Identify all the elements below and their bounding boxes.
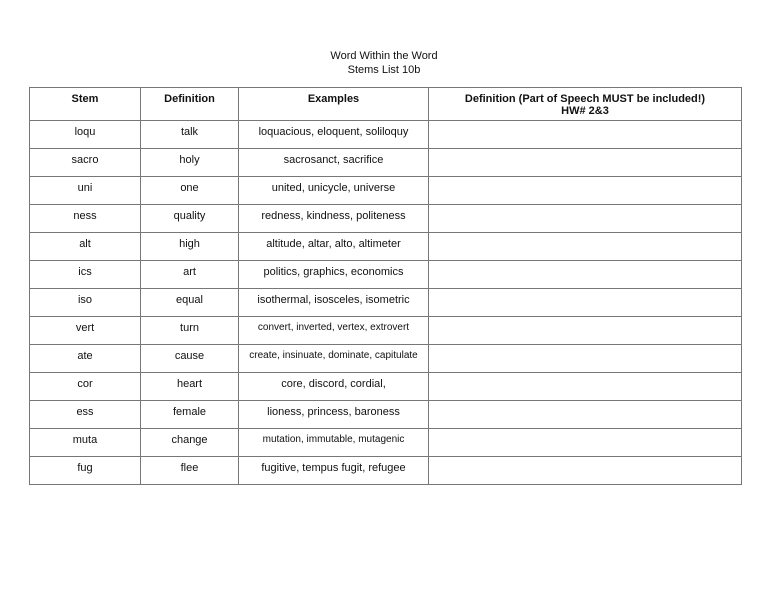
examples-cell: create, insinuate, dominate, capitulate: [239, 345, 429, 373]
stem-cell: fug: [30, 457, 141, 485]
definition-cell: talk: [141, 121, 239, 149]
answer-cell[interactable]: [429, 317, 742, 345]
header-definition-pos: [429, 88, 742, 121]
header-hw: HW# 2&3: [561, 105, 609, 117]
definition-cell: one: [141, 177, 239, 205]
answer-cell[interactable]: [429, 149, 742, 177]
examples-cell: convert, inverted, vertex, extrovert: [239, 317, 429, 345]
table-row: [30, 317, 742, 345]
answer-cell[interactable]: [429, 345, 742, 373]
definition-cell: heart: [141, 373, 239, 401]
examples-cell: redness, kindness, politeness: [239, 205, 429, 233]
examples-cell: politics, graphics, economics: [239, 261, 429, 289]
examples-cell: altitude, altar, alto, altimeter: [239, 233, 429, 261]
definition-cell: holy: [141, 149, 239, 177]
examples-cell: isothermal, isosceles, isometric: [239, 289, 429, 317]
stem-cell: ate: [30, 345, 141, 373]
document-title: Word Within the Word: [330, 50, 438, 62]
table-row: [30, 233, 742, 261]
answer-cell[interactable]: [429, 373, 742, 401]
stems-table: [29, 87, 742, 485]
table-row: [30, 149, 742, 177]
table-row: [30, 373, 742, 401]
header-definition-pos-text: Definition (Part of Speech MUST be included!): [464, 93, 706, 105]
table-row: [30, 345, 742, 373]
examples-cell: united, unicycle, universe: [239, 177, 429, 205]
answer-cell[interactable]: [429, 205, 742, 233]
header-definition: Definition: [141, 88, 239, 121]
table-row: [30, 205, 742, 233]
definition-cell: art: [141, 261, 239, 289]
examples-cell: sacrosanct, sacrifice: [239, 149, 429, 177]
examples-cell: core, discord, cordial,: [239, 373, 429, 401]
definition-cell: turn: [141, 317, 239, 345]
answer-cell[interactable]: [429, 261, 742, 289]
answer-cell[interactable]: [429, 233, 742, 261]
stem-cell: cor: [30, 373, 141, 401]
stem-cell: sacro: [30, 149, 141, 177]
answer-cell[interactable]: [429, 177, 742, 205]
table-row: [30, 177, 742, 205]
definition-cell: cause: [141, 345, 239, 373]
answer-cell[interactable]: [429, 457, 742, 485]
table-row: [30, 457, 742, 485]
table-header-row: [30, 88, 742, 121]
table-row: [30, 261, 742, 289]
examples-cell: fugitive, tempus fugit, refugee: [239, 457, 429, 485]
header-stem: Stem: [30, 88, 141, 121]
stem-cell: iso: [30, 289, 141, 317]
table-row: [30, 429, 742, 457]
definition-cell: equal: [141, 289, 239, 317]
definition-cell: change: [141, 429, 239, 457]
stem-cell: vert: [30, 317, 141, 345]
stem-cell: alt: [30, 233, 141, 261]
stem-cell: uni: [30, 177, 141, 205]
stem-cell: ess: [30, 401, 141, 429]
examples-cell: mutation, immutable, mutagenic: [239, 429, 429, 457]
definition-cell: flee: [141, 457, 239, 485]
definition-cell: quality: [141, 205, 239, 233]
stem-cell: muta: [30, 429, 141, 457]
table-row: [30, 289, 742, 317]
stem-cell: ness: [30, 205, 141, 233]
definition-cell: female: [141, 401, 239, 429]
table-row: [30, 121, 742, 149]
header-examples: Examples: [239, 88, 429, 121]
answer-cell[interactable]: [429, 289, 742, 317]
document-subtitle: Stems List 10b: [347, 64, 421, 76]
stem-cell: ics: [30, 261, 141, 289]
answer-cell[interactable]: [429, 121, 742, 149]
answer-cell[interactable]: [429, 401, 742, 429]
table-row: [30, 401, 742, 429]
definition-cell: high: [141, 233, 239, 261]
examples-cell: lioness, princess, baroness: [239, 401, 429, 429]
answer-cell[interactable]: [429, 429, 742, 457]
examples-cell: loquacious, eloquent, soliloquy: [239, 121, 429, 149]
stem-cell: loqu: [30, 121, 141, 149]
